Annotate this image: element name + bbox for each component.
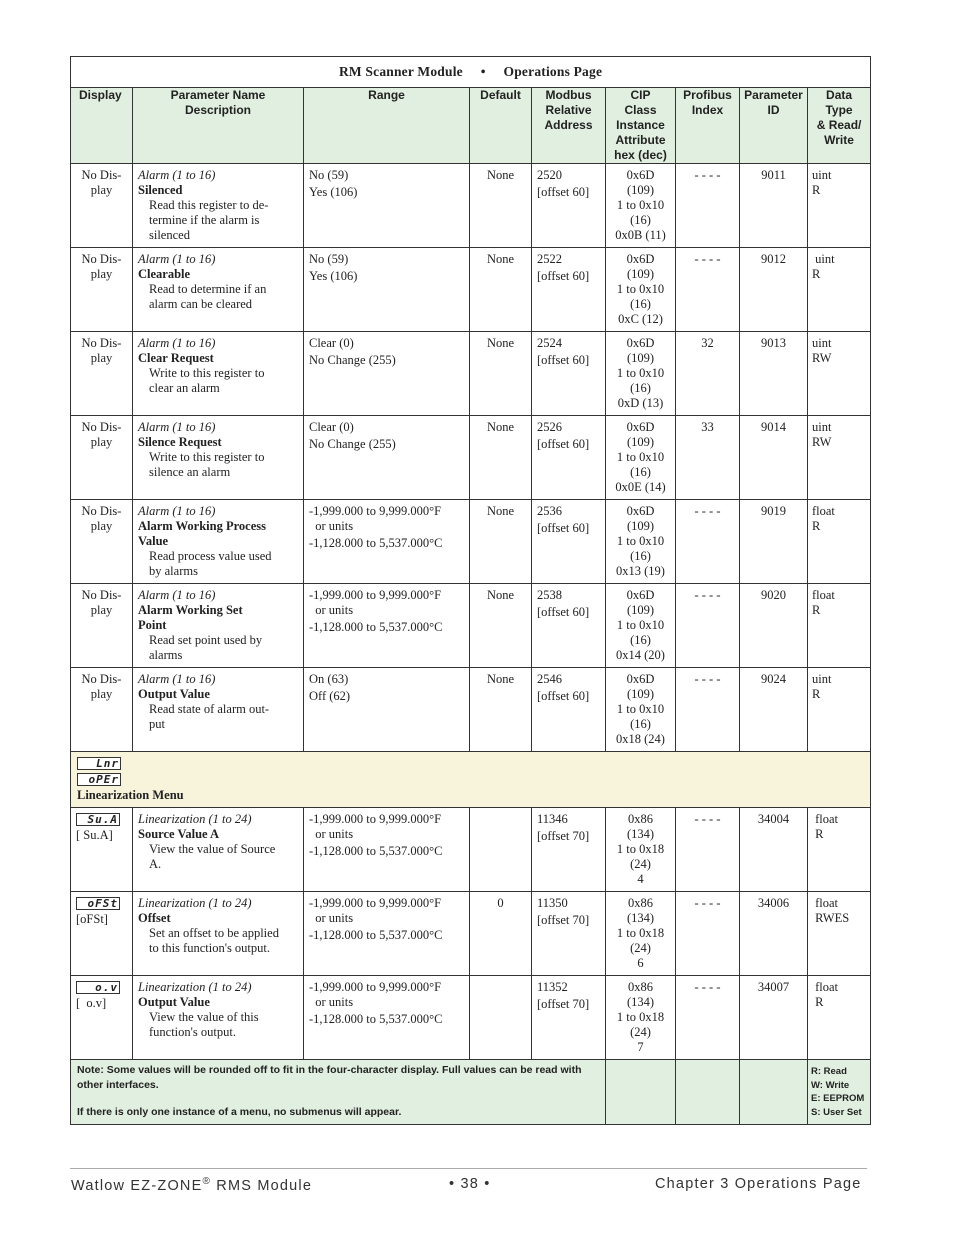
parameter-id: 9024: [761, 672, 786, 686]
menu-label: Linearization Menu: [77, 788, 184, 802]
modbus-address: 2538: [537, 588, 562, 602]
param-name: Source Value A: [138, 827, 220, 841]
param-subtitle: Linearization (1 to 24): [138, 980, 252, 994]
modbus-offset: [offset 60]: [537, 437, 590, 451]
default-value: None: [486, 504, 515, 518]
profibus-index: - - - -: [694, 980, 721, 994]
parameter-id: 9020: [761, 588, 786, 602]
header-profibus: Profibus Index: [676, 88, 740, 164]
param-subtitle: Alarm (1 to 16): [138, 336, 216, 350]
param-subtitle: Linearization (1 to 24): [138, 896, 252, 910]
cip-value: 0x86 (134) 1 to 0x18 (24) 4: [616, 812, 665, 886]
param-description: Write to this register to silence an alarm: [149, 450, 265, 479]
table-row: [71, 416, 871, 500]
display-value: No Dis- play: [81, 168, 122, 197]
lcd-display: oFSt: [76, 897, 120, 910]
modbus-offset: [offset 60]: [537, 521, 590, 535]
header-range: Range: [304, 88, 470, 164]
param-name: Alarm Working Process Value: [138, 519, 267, 548]
modbus-address: 2526: [537, 420, 562, 434]
lcd-display: o.v: [76, 981, 120, 994]
profibus-index: - - - -: [694, 812, 721, 826]
display-code: [ Su.A]: [76, 828, 113, 842]
parameter-id: 9019: [761, 504, 786, 518]
table-row: [71, 500, 871, 584]
table-row: [71, 808, 871, 892]
parameter-id: 9014: [761, 420, 786, 434]
lcd-lnr: Lnr: [77, 757, 121, 770]
param-description: View the value of Source A.: [149, 842, 276, 871]
profibus-index: - - - -: [694, 252, 721, 266]
range-value: -1,128.000 to 5,537.000°C: [309, 844, 443, 858]
param-description: Read set point used by alarms: [149, 633, 263, 662]
footer-left: Watlow EZ-ZONE® RMS Module: [71, 1176, 313, 1194]
note-line-2: If there is only one instance of a menu, no submenus will appear.: [77, 1106, 402, 1118]
range-value: -1,128.000 to 5,537.000°C: [309, 1012, 443, 1026]
param-subtitle: Alarm (1 to 16): [138, 504, 216, 518]
table-row: [71, 248, 871, 332]
modbus-address: 2536: [537, 504, 562, 518]
cip-value: 0x86 (134) 1 to 0x18 (24) 6: [616, 896, 665, 970]
lcd-display: Su.A: [76, 813, 120, 826]
table-row: [71, 976, 871, 1060]
param-subtitle: Alarm (1 to 16): [138, 672, 216, 686]
table-row: [71, 892, 871, 976]
header-param-name: Parameter Name Description: [133, 88, 304, 164]
lcd-oper: oPEr: [77, 773, 121, 786]
modbus-address: 11346: [537, 812, 568, 826]
data-type: float R: [815, 812, 839, 841]
parameter-id: 9012: [761, 252, 786, 266]
display-value: No Dis- play: [81, 252, 122, 281]
param-name: Clearable: [138, 267, 191, 281]
range-value: Clear (0): [309, 336, 354, 350]
table-row: [71, 332, 871, 416]
modbus-offset: [offset 70]: [537, 913, 590, 927]
page-number: • 38 •: [449, 1176, 491, 1192]
modbus-address: 2546: [537, 672, 562, 686]
modbus-address: 11352: [537, 980, 568, 994]
param-subtitle: Alarm (1 to 16): [138, 168, 216, 182]
profibus-index: - - - -: [694, 168, 721, 182]
cip-value: 0x6D (109) 1 to 0x10 (16) 0x18 (24): [616, 672, 665, 746]
modbus-address: 2522: [537, 252, 562, 266]
display-code: [oFSt]: [76, 912, 108, 926]
default-value: None: [486, 168, 515, 182]
range-value: Yes (106): [309, 185, 358, 199]
data-type: uint R: [812, 252, 835, 281]
cip-value: 0x6D (109) 1 to 0x10 (16) 0x0B (11): [615, 168, 666, 242]
header-cip: CIP Class Instance Attribute hex (dec): [606, 88, 676, 164]
header-data-type: Data Type & Read/ Write: [808, 88, 871, 164]
default-value: None: [486, 252, 515, 266]
modbus-offset: [offset 60]: [537, 689, 590, 703]
param-name: Output Value: [138, 687, 210, 701]
param-subtitle: Alarm (1 to 16): [138, 420, 216, 434]
range-value: -1,999.000 to 9,999.000°F or units: [309, 504, 442, 533]
range-value: -1,128.000 to 5,537.000°C: [309, 620, 443, 634]
data-type: uint RW: [812, 420, 832, 449]
range-value: Yes (106): [309, 269, 358, 283]
data-type: uint RW: [812, 336, 832, 365]
range-value: -1,999.000 to 9,999.000°F or units: [309, 896, 442, 925]
modbus-address: 2524: [537, 336, 562, 350]
table-title: RM Scanner Module • Operations Page: [71, 57, 871, 88]
data-type: uint R: [812, 168, 832, 197]
range-value: No (59): [309, 252, 349, 266]
param-name: Output Value: [138, 995, 210, 1009]
default-value: None: [486, 336, 515, 350]
default-value: None: [486, 588, 515, 602]
linearization-menu-row: [71, 752, 871, 808]
header-param-id: Parameter ID: [740, 88, 808, 164]
param-description: View the value of this function's output.: [149, 1010, 259, 1039]
profibus-index: - - - -: [694, 896, 721, 910]
parameter-id: 9013: [761, 336, 786, 350]
cip-value: 0x6D (109) 1 to 0x10 (16) 0x0E (14): [615, 420, 666, 494]
profibus-index: - - - -: [694, 672, 721, 686]
profibus-index: 32: [701, 336, 714, 350]
modbus-offset: [offset 60]: [537, 605, 590, 619]
profibus-index: - - - -: [694, 504, 721, 518]
range-value: Off (62): [309, 689, 351, 703]
param-description: Write to this register to clear an alarm: [149, 366, 265, 395]
cip-value: 0x6D (109) 1 to 0x10 (16) 0xD (13): [616, 336, 665, 410]
note-line-1: Note: Some values will be rounded off to fit in the four-character display. Full values can be read with other interfaces.: [77, 1064, 582, 1091]
param-name: Silence Request: [138, 435, 222, 449]
display-value: No Dis- play: [81, 336, 122, 365]
param-name: Clear Request: [138, 351, 214, 365]
table-row: [71, 164, 871, 248]
modbus-offset: [offset 70]: [537, 997, 590, 1011]
modbus-offset: [offset 60]: [537, 269, 590, 283]
data-type: float RWES: [815, 896, 850, 925]
data-type: uint R: [812, 672, 832, 701]
range-value: -1,128.000 to 5,537.000°C: [309, 928, 443, 942]
param-name: Offset: [138, 911, 171, 925]
parameter-id: 34007: [757, 980, 790, 994]
param-subtitle: Alarm (1 to 16): [138, 252, 216, 266]
data-type: float R: [812, 504, 835, 533]
default-value: None: [486, 672, 515, 686]
footer-right: Chapter 3 Operations Page: [655, 1176, 862, 1192]
display-value: No Dis- play: [81, 672, 122, 701]
default-value: 0: [497, 896, 504, 910]
range-value: -1,128.000 to 5,537.000°C: [309, 536, 443, 550]
param-description: Read to determine if an alarm can be cleared: [149, 282, 267, 311]
profibus-index: - - - -: [694, 588, 721, 602]
param-subtitle: Alarm (1 to 16): [138, 588, 216, 602]
parameter-id: 9011: [761, 168, 786, 182]
cip-value: 0x6D (109) 1 to 0x10 (16) 0x13 (19): [616, 504, 665, 578]
param-description: Set an offset to be applied to this function's output.: [149, 926, 279, 955]
header-row: [71, 88, 871, 164]
header-modbus: Modbus Relative Address: [532, 88, 606, 164]
modbus-offset: [offset 60]: [537, 353, 590, 367]
modbus-address: 2520: [537, 168, 562, 182]
cip-value: 0x6D (109) 1 to 0x10 (16) 0x14 (20): [616, 588, 665, 662]
data-type: float R: [812, 588, 835, 617]
rw-legend: R: Read W: Write E: EEPROM S: User Set: [811, 1066, 865, 1118]
cip-value: 0x86 (134) 1 to 0x18 (24) 7: [616, 980, 665, 1054]
modbus-address: 11350: [537, 896, 568, 910]
range-value: -1,999.000 to 9,999.000°F or units: [309, 588, 442, 617]
range-value: On (63): [309, 672, 349, 686]
header-default: Default: [470, 88, 532, 164]
range-value: No Change (255): [309, 437, 396, 451]
param-description: Read state of alarm out- put: [149, 702, 270, 731]
range-value: -1,999.000 to 9,999.000°F or units: [309, 812, 442, 841]
display-code: [ o.v]: [76, 996, 107, 1010]
default-value: [470, 976, 531, 984]
range-value: No (59): [309, 168, 349, 182]
data-type: float R: [815, 980, 839, 1009]
operations-table: [70, 56, 871, 1125]
param-subtitle: Linearization (1 to 24): [138, 812, 252, 826]
display-value: No Dis- play: [81, 420, 122, 449]
profibus-index: 33: [701, 420, 714, 434]
note-row: [71, 1060, 871, 1125]
parameter-id: 34004: [757, 812, 790, 826]
modbus-offset: [offset 70]: [537, 829, 590, 843]
header-display: Display: [71, 88, 133, 164]
footer-divider: [70, 1168, 867, 1169]
param-name: Alarm Working Set Point: [138, 603, 243, 632]
display-value: No Dis- play: [81, 504, 122, 533]
modbus-offset: [offset 60]: [537, 185, 590, 199]
range-value: Clear (0): [309, 420, 354, 434]
range-value: -1,999.000 to 9,999.000°F or units: [309, 980, 442, 1009]
table-row: [71, 668, 871, 752]
default-value: None: [486, 420, 515, 434]
cip-value: 0x6D (109) 1 to 0x10 (16) 0xC (12): [616, 252, 665, 326]
param-name: Silenced: [138, 183, 183, 197]
default-value: [470, 808, 531, 816]
range-value: No Change (255): [309, 353, 396, 367]
param-description: Read this register to de- termine if the alarm is silenced: [149, 198, 269, 242]
display-value: No Dis- play: [81, 588, 122, 617]
param-description: Read process value used by alarms: [149, 549, 272, 578]
table-row: [71, 584, 871, 668]
parameter-id: 34006: [757, 896, 790, 910]
